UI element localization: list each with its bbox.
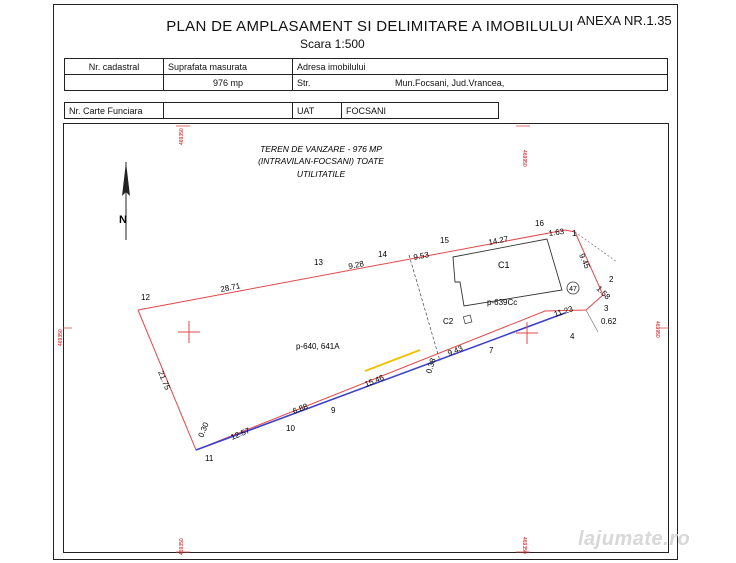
measured-area-header: Suprafata masurata	[164, 59, 293, 75]
point-label-16: 16	[535, 219, 544, 228]
distance-label-11-23: 11.23	[552, 304, 575, 319]
annex-label: ANEXA NR.1.35	[577, 13, 672, 28]
scale-label: Scara 1:500	[300, 37, 365, 51]
border-code-bottom-right: 469350	[521, 537, 527, 554]
distance-label-28-71: 28.71	[219, 281, 242, 294]
point-label-3: 3	[604, 304, 609, 313]
north-label: N	[119, 214, 127, 226]
parcel-main-label: p-640, 641A	[296, 342, 340, 351]
distance-label-6-88: 6.88	[291, 401, 310, 416]
internal-divider-line	[409, 255, 440, 361]
distance-label-9-43: 9.43	[446, 343, 465, 358]
crosshair-marker-icon	[178, 321, 200, 343]
distance-label-1-58: 1.58	[594, 284, 612, 302]
parcel-boundary	[138, 230, 603, 450]
distance-label-14-27: 14.27	[487, 234, 510, 247]
description-line-3: UTILITATILE	[296, 169, 346, 179]
north-arrow-icon	[119, 162, 130, 240]
border-code-bottom-left: 469350	[179, 538, 185, 555]
point-label-13: 13	[314, 258, 323, 267]
circle-number: 47	[569, 286, 577, 293]
distance-label-15-46: 15.46	[363, 373, 386, 389]
distance-label-9-53: 9.53	[412, 250, 430, 262]
carte-funciara-label: Nr. Carte Funciara	[65, 103, 164, 119]
building-c1-label: C1	[498, 260, 510, 270]
border-tick-marks	[63, 126, 669, 552]
neighbor-limit-line-2	[586, 310, 598, 332]
point-label-15: 15	[440, 236, 449, 245]
address-header: Adresa imobilului	[293, 59, 668, 75]
distance-label-0-30: 0.30	[196, 420, 211, 439]
uat-label: UAT	[293, 103, 342, 119]
point-label-2: 2	[609, 275, 614, 284]
uat-value: FOCSANI	[342, 103, 499, 119]
distance-label-9-45: 9.45	[577, 252, 592, 271]
watermark-logo: lajumate.ro	[578, 528, 691, 550]
distance-label-0-38: 0.38	[424, 357, 438, 375]
border-code-top-right: 469950	[521, 150, 527, 167]
border-code-left: 469350	[58, 329, 64, 346]
distance-label-12-57: 12.57	[229, 426, 252, 442]
description-line-2: (INTRAVILAN-FOCSANI) TOATE	[258, 156, 384, 166]
point-label-12: 12	[141, 293, 150, 302]
point-label-11: 11	[205, 454, 214, 463]
distance-label-9-28: 9.28	[347, 259, 365, 271]
c2-label: C2	[443, 317, 454, 326]
address-value: Mun.Focsani, Jud.Vrancea,	[391, 75, 668, 91]
parcel-highlight-segment	[365, 350, 420, 371]
point-label-4: 4	[570, 332, 575, 341]
point-label-1: 1	[572, 229, 577, 238]
crosshair-marker-icon-2	[516, 322, 538, 344]
building-c1-outline	[453, 239, 562, 306]
parcel-side-label: p-639Cc	[487, 298, 518, 307]
distance-label-1-63: 1.63	[548, 226, 565, 238]
measured-area-value: 976 mp	[164, 75, 293, 91]
point-label-9: 9	[331, 406, 336, 415]
point-label-14: 14	[378, 250, 387, 259]
point-label-7: 7	[489, 346, 494, 355]
distance-label-21-75: 21.75	[156, 369, 172, 392]
cadastral-number-header: Nr. cadastral	[65, 59, 164, 75]
border-code-right: 469950	[654, 321, 660, 338]
street-label: Str.	[293, 75, 392, 91]
c2-small-structure	[463, 315, 472, 324]
document-title: PLAN DE AMPLASAMENT SI DELIMITARE A IMOBILULUI	[166, 18, 574, 35]
border-code-top-left: 469350	[179, 128, 185, 145]
distance-label-0-62: 0.62	[601, 317, 617, 326]
point-label-10: 10	[286, 424, 295, 433]
description-line-1: TEREN DE VANZARE - 976 MP	[260, 144, 382, 154]
